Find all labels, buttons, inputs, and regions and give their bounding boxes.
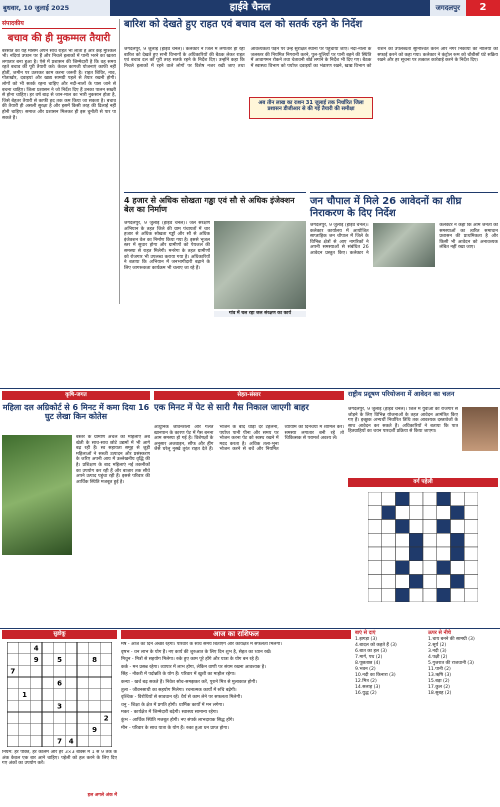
- person-photo: [462, 407, 498, 451]
- across-clue: 1.झगड़ा (3): [355, 637, 378, 642]
- crossword-cell: [409, 506, 423, 520]
- crossword-cell: [409, 520, 423, 534]
- across-clues: [355, 637, 425, 697]
- down-title: ऊपर से नीचे: [428, 630, 451, 636]
- horoscope-item: वृश्चिक - विरोधियों से सावधान रहें। धैर्य से काम लेने पर सफलता मिलेगी।: [121, 695, 242, 701]
- crossword-cell: [396, 506, 410, 520]
- crossword-cell: [382, 520, 396, 534]
- section-divider: [0, 388, 500, 389]
- crossword-cell: [382, 533, 396, 547]
- conservation-story: [124, 192, 306, 387]
- crossword-cell: [451, 547, 465, 561]
- sudoku-hint: हल अगले अंक में: [87, 793, 117, 798]
- issue-date: बुधवार, 10 जुलाई 2025: [0, 0, 110, 16]
- editorial: [2, 19, 120, 304]
- horoscope-item: तुला - जीवनसाथी का सहयोग मिलेगा। रचनात्मक कार्यों में रुचि बढ़ेगी।: [121, 687, 237, 693]
- sudoku-cell: [65, 677, 77, 689]
- crossword-cell: [464, 588, 478, 602]
- conservation-photo: [214, 221, 306, 309]
- editorial-body: बरसात का यह मौसम अपने साथ राहत भी लाता है और कई मुश्किलें भी। नदियां उफान पर हैं और निचले इलाकों में पानी भरने का खतरा लगातार बना हुआ है। ऐसे में प्रशासन की जिम्मेदारी है कि वह समय रहते बचाव की पूरी तैयारी करे। केवल कागजी योजनाएं काफी नहीं होतीं, जमीन पर उतरकर काम करना जरूरी है। राहत शिविर, नाव, गोताखोर, दवाइयां और खाद्य सामग्री पहले से तैयार रखनी होगी। लोगों को भी सतर्क रहना चाहिए और नदी-नालों के पास जाने से बचना चाहिए। जिला प्रशासन ने जो निर्देश दिए हैं उनका पालन सख्ती से होना चाहिए। हर वर्ष बाढ़ से जान-माल का भारी नुकसान होता है, जिसे बेहतर तैयारी से काफी हद तक कम किया जा सकता है। बचाव की तैयारी ही असली सुरक्षा है और इसमें किसी तरह की ढिलाई नहीं होनी चाहिए। समाज और प्रशासन मिलकर ही इस चुनौती से पार पा सकते हैं।: [2, 48, 116, 121]
- crossword-cell: [451, 520, 465, 534]
- sudoku-cell: [100, 689, 112, 701]
- horoscope-panel: [121, 630, 351, 805]
- agri-story: [2, 391, 150, 626]
- sudoku-cell: [19, 700, 31, 712]
- across-clue: 6.बात का हल (3): [355, 649, 387, 654]
- crossword-cell: [464, 492, 478, 506]
- health-body: आधुनिक जीवनशैली और गलत खानपान के कारण पेट में गैस बनना आम समस्या हो गई है। विशेषज्ञों के अनुसार अजवाइन, सौंफ और हींग जैसे घरेलू नुस्खे तुरंत राहत देते हैं। भोजन के बाद थोड़ी देर टहलना, पर्याप्त पानी पीना और समय पर भोजन करना पेट को स्वस्थ रखने में मदद करता है। अधिक तला-भुना भोजन करने से बचें और नियमित व्यायाम को दिनचर्या में शामिल करें। समस्या लगातार बनी रहे तो चिकित्सक से परामर्श अवश्य लें।: [154, 425, 344, 453]
- across-clue: 10.नदी का किनारा (3): [355, 673, 396, 678]
- masthead: [0, 0, 500, 16]
- crossword-cell: [368, 520, 382, 534]
- sudoku-cell: [89, 642, 101, 654]
- sudoku-cell: [65, 642, 77, 654]
- sudoku-cell: [42, 654, 54, 666]
- sudoku-cell: [30, 665, 42, 677]
- page-number: 2: [466, 0, 500, 16]
- sudoku-cell: [77, 712, 89, 724]
- crossword-cell: [451, 561, 465, 575]
- sudoku-cell: [89, 700, 101, 712]
- crossword-cell: [409, 547, 423, 561]
- crossword-cell: [464, 547, 478, 561]
- sudoku-digit: 5: [57, 656, 62, 665]
- crossword-cell: [437, 520, 451, 534]
- sudoku-cell: [100, 724, 112, 736]
- sudoku-cell: [100, 654, 112, 666]
- sudoku-cell: [100, 642, 112, 654]
- across-clue: 12.मित्र (2): [355, 679, 377, 684]
- sudoku-cell: [77, 665, 89, 677]
- crossword-cell: [368, 588, 382, 602]
- horoscope-item: सिंह - नौकरी में पदोन्नति के योग हैं। परिवार में खुशी का माहौल रहेगा।: [121, 672, 236, 678]
- sudoku-cell: [54, 642, 66, 654]
- sudoku-digit: 3: [57, 702, 62, 711]
- sudoku-cell: [77, 654, 89, 666]
- crossword-cell: [437, 492, 451, 506]
- crossword-cell: [451, 492, 465, 506]
- conservation-caption: गांव में चल रहा जल संरक्षण का कार्य: [214, 311, 306, 317]
- sudoku-cell: [19, 642, 31, 654]
- sudoku-cell: [89, 677, 101, 689]
- sudoku-cell: [54, 665, 66, 677]
- sudoku-cell: [19, 712, 31, 724]
- down-clue: 2.सूर्य (2): [428, 643, 447, 648]
- sudoku-cell: [19, 654, 31, 666]
- crossword-cell: [437, 533, 451, 547]
- jan-body: जगदलपुर, 9 जुलाई (हाईवे चैनल)। कलेक्टर कार्यालय में आयोजित साप्ताहिक जन चौपाल में जिले के विभिन्न क्षेत्रों से आए नागरिकों ने अपनी समस्याओं से संबंधित 26 आवेदन प्रस्तुत किए। कलेक्टर ने कलेक्टर ने कहा कि आम जनता की समस्याओं का त्वरित समाधान प्रशासन की प्राथमिकता है और किसी भी आवेदन को अनावश्यक लंबित नहीं रखा जाए।: [310, 223, 498, 256]
- down-clue: 11.पानी (2): [428, 667, 451, 672]
- sudoku-cell: [7, 724, 19, 736]
- horoscope-item: कुंभ - आर्थिक स्थिति मजबूत होगी। नए संपर्क लाभदायक सिद्ध होंगे।: [121, 717, 235, 723]
- sudoku-cell: [30, 677, 42, 689]
- sudoku-cell: [89, 665, 101, 677]
- sudoku-cell: [65, 654, 77, 666]
- sudoku-cell: [77, 642, 89, 654]
- horoscope-item: कर्क - मन प्रसन्न रहेगा। व्यापार में लाभ होगा, लेकिन वाणी पर संयम रखना आवश्यक है।: [121, 664, 266, 670]
- agri-body: बस्तर के ग्रामीण अंचल की महिलाएं अब खेती के साथ-साथ छोटे उद्यमों में भी आगे बढ़ रही हैं। स्व सहायता समूह से जुड़ी महिलाओं ने सब्जी उत्पादन और प्रसंस्करण के जरिए अपनी आय में उल्लेखनीय वृद्धि की है। प्रशिक्षण के बाद महिलाएं नई तकनीकों का उपयोग कर रही हैं और बाजार तक सीधे अपने उत्पाद पहुंचा रही हैं। इससे परिवार की आर्थिक स्थिति मजबूत हुई है।: [76, 435, 150, 485]
- sudoku-cell: [77, 689, 89, 701]
- lead-box-text: अब तीन लाख का राशन 31 जुलाई तक निर्धारित जिला प्रशासन डीजीआर से की गई तैयारी की समीक्षा: [258, 100, 364, 112]
- sudoku-cell: [89, 735, 101, 747]
- sudoku-cell: [42, 642, 54, 654]
- horoscope-item: मिथुन - मित्रों से सहयोग मिलेगा। रुके हुए काम पूरे होंगे और यात्रा के योग बन रहे हैं।: [121, 657, 260, 663]
- sudoku-cell: [30, 712, 42, 724]
- crossword-cell: [409, 533, 423, 547]
- crossword-cell: [451, 533, 465, 547]
- crossword-cell: [423, 561, 437, 575]
- lead-body: जगदलपुर, 9 जुलाई (हाईवे चैनल)। कलेक्टर ने जिले में लगातार हो रही बारिश को देखते हुए सभी विभागों के अधिकारियों की बैठक लेकर राहत एवं बचाव दल को पूरी तरह सतर्क रहने के निर्देश दिए। उन्होंने कहा कि निचले इलाकों में रहने वाले लोगों पर विशेष नजर रखी जाए तथा आवश्यकता पड़ने पर उन्हें सुरक्षित स्थानों पर पहुंचाया जाए। नदी-नालों के जलस्तर की नियमित निगरानी करने, पुल-पुलियों पर पानी बहने की स्थिति में आवागमन रोकने तथा चेतावनी बोर्ड लगाने के निर्देश भी दिए गए। बैठक में स्वास्थ्य विभाग को पर्याप्त दवाइयों का भंडारण रखने, खाद्य विभाग को राशन की उपलब्धता सुनिश्चित करने और नगर निकायों को नालियों की सफाई करने को कहा गया। कलेक्टर ने कंट्रोल रूम को चौबीसों घंटे सक्रिय रखने और हर सूचना पर तत्काल कार्रवाई करने के निर्देश दिए।: [124, 47, 498, 69]
- horoscope-item: वृषभ - धन लाभ के योग हैं। नए कार्य की शुरुआत के लिए दिन शुभ है, सेहत का ध्यान रखें।: [121, 649, 272, 655]
- sudoku-cell: [30, 689, 42, 701]
- sudoku-cell: [65, 724, 77, 736]
- sudoku-cell: [77, 700, 89, 712]
- agri-kicker: कृषि-जगत: [2, 391, 150, 400]
- sudoku-cell: [65, 689, 77, 701]
- sudoku-cell: [7, 689, 19, 701]
- crossword-cell: [464, 561, 478, 575]
- across-clue: 7.मार्ग, पथ (2): [355, 655, 383, 660]
- crossword-cell: [437, 506, 451, 520]
- down-clue: 4.पक्षी (2): [428, 655, 448, 660]
- crossword-cell: [423, 520, 437, 534]
- sudoku-cell: [42, 712, 54, 724]
- crossword-cell: [451, 575, 465, 589]
- crossword-clues: [355, 630, 498, 805]
- sudoku-digit: 4: [68, 737, 74, 746]
- crossword-cell: [368, 575, 382, 589]
- jan-chaupal-story: [310, 192, 498, 387]
- crossword-grid: [368, 492, 478, 602]
- crossword-cell: [423, 547, 437, 561]
- sudoku-cell: [30, 735, 42, 747]
- sudoku-cell: [77, 735, 89, 747]
- lead-story: [124, 19, 498, 189]
- lead-headline: बारिश को देखते हुए राहत एवं बचाव दल को सतर्क रहने के निर्देश: [124, 19, 363, 30]
- crossword-cell: [368, 561, 382, 575]
- section-divider: [0, 628, 500, 629]
- sudoku-cell: [89, 689, 101, 701]
- sudoku-digit: 7: [57, 737, 62, 746]
- crossword-cell: [396, 533, 410, 547]
- conservation-headline: 4 हजार से अधिक सोखता गड्ढा एवं सौ से अधिक इंजेक्शन बेल का निर्माण: [124, 196, 295, 215]
- crossword-cell: [368, 547, 382, 561]
- crossword-cell: [368, 506, 382, 520]
- jan-photo: [373, 223, 435, 267]
- crossword-cell: [368, 533, 382, 547]
- sudoku-cell: [30, 724, 42, 736]
- sudoku-cell: [100, 700, 112, 712]
- crossword-cell: [382, 547, 396, 561]
- crossword-cell: [464, 520, 478, 534]
- sudoku-cell: [42, 689, 54, 701]
- sudoku-digit: 9: [92, 726, 97, 735]
- across-clue: 14.सलाह (3): [355, 685, 381, 690]
- horoscope-title: आज का राशिफल: [121, 630, 351, 639]
- agri-headline: महिला दल अग्रिकोर्ट से 6 मिनट में कमा दिया 16 घुट लेखा किन कोतेस: [2, 403, 150, 422]
- down-clue: 15.बड़ा (2): [428, 679, 450, 684]
- sudoku-cell: [42, 700, 54, 712]
- across-clue: 16.युद्ध (2): [355, 691, 377, 696]
- sudoku-cell: [65, 712, 77, 724]
- sudoku-cell: [19, 724, 31, 736]
- crossword-cell: [437, 561, 451, 575]
- down-clue: 1.चाय बनने की सामग्री (3): [428, 637, 475, 642]
- sudoku-digit: 7: [10, 667, 16, 676]
- crossword-cell: [368, 492, 382, 506]
- sudoku-cell: [19, 735, 31, 747]
- crossword-cell: [409, 588, 423, 602]
- sudoku-cell: [42, 665, 54, 677]
- crossword-cell: [437, 588, 451, 602]
- down-clues: [428, 637, 498, 697]
- editorial-headline: बचाव की ही मुकम्मल तैयारी: [7, 33, 111, 44]
- sudoku-digit: 8: [92, 656, 97, 665]
- sudoku-cell: [7, 677, 19, 689]
- sudoku-digit: 9: [33, 656, 39, 665]
- scheme-story: [348, 391, 498, 476]
- health-story: [154, 391, 344, 626]
- horoscope-item: कन्या - खर्च बढ़ सकते हैं। निवेश सोच-समझकर करें, पुराने मित्र से मुलाकात होगी।: [121, 679, 257, 685]
- sudoku-cell: [54, 712, 66, 724]
- health-kicker: सेहत-संसार: [154, 391, 344, 400]
- crossword-cell: [396, 547, 410, 561]
- crossword-cell: [382, 561, 396, 575]
- crossword-cell: [451, 506, 465, 520]
- sudoku-digit: 6: [57, 679, 62, 688]
- health-headline: एक मिनट में पेट से सारी गैस निकाल जाएगी बाहर: [154, 403, 309, 413]
- sudoku-grid: [7, 642, 112, 747]
- editorial-kicker: संपादकीय: [2, 19, 116, 29]
- scheme-headline: राष्ट्रीय प्रदूषण परियोजना में आवेदन का चलन: [348, 390, 455, 398]
- crossword-panel: [348, 478, 498, 626]
- crossword-cell: [423, 575, 437, 589]
- horoscope-item: धनु - शिक्षा के क्षेत्र में प्रगति होगी। धार्मिक कार्यों में मन लगेगा।: [121, 702, 224, 708]
- sudoku-cell: [19, 665, 31, 677]
- sudoku-cell: [100, 665, 112, 677]
- sudoku-digit: 2: [103, 714, 109, 723]
- crossword-cell: [409, 492, 423, 506]
- crossword-cell: [396, 575, 410, 589]
- sudoku-cell: [42, 724, 54, 736]
- crossword-cell: [409, 575, 423, 589]
- crossword-cell: [396, 492, 410, 506]
- sudoku-cell: [7, 654, 19, 666]
- crossword-cell: [409, 561, 423, 575]
- crossword-cell: [396, 520, 410, 534]
- horoscope-item: मेष - आज का दिन अच्छा रहेगा। परिवार के साथ समय बिताएंगे और कार्यक्षेत्र में सफलता मिलेगी।: [121, 642, 282, 647]
- down-clue: 3.नदी (3): [428, 649, 447, 654]
- conservation-body: जगदलपुर, 9 जुलाई (हाईवे चैनल)। जल संरक्षण अभियान के तहत जिले की ग्राम पंचायतों में चार हजार से अधिक सोखता गड्ढों और सौ से अधिक इंजेक्शन वेल का निर्माण किया गया है। इससे भूजल स्तर में सुधार होगा और ग्रामीणों को पेयजल की समस्या से राहत मिलेगी। मनरेगा के तहत ग्रामीणों को रोजगार भी उपलब्ध कराया गया है। अधिकारियों ने बताया कि अभियान में जनभागीदारी बढ़ाने के लिए जागरूकता कार्यक्रम भी चलाए जा रहे हैं।: [124, 221, 210, 271]
- sudoku-cell: [7, 735, 19, 747]
- across-clue: 4.बादल को कहते हैं (3): [355, 643, 397, 648]
- down-clue: 5.गुजरात की राजधानी (3): [428, 661, 474, 666]
- edition-city: जगदलपुर: [430, 0, 466, 16]
- crossword-cell: [396, 561, 410, 575]
- newspaper-brand: हाईवे चैनल: [229, 2, 271, 13]
- lead-highlight-box: [249, 97, 373, 119]
- sudoku-cell: [77, 677, 89, 689]
- crossword-cell: [423, 492, 437, 506]
- sudoku-cell: [100, 677, 112, 689]
- across-clue: 9.भवन (2): [355, 667, 376, 672]
- across-clue: 8.पूछताछ (4): [355, 661, 381, 666]
- crossword-cell: [382, 492, 396, 506]
- crossword-cell: [382, 506, 396, 520]
- crossword-cell: [464, 575, 478, 589]
- sudoku-digit: 1: [22, 691, 27, 700]
- sudoku-rules: नियम: हर पंक्ति, हर कॉलम और हर 3×3 बॉक्स में 1 से 9 तक के अंक केवल एक बार आने चाहिए। पहेली को हल करने के लिए दिए गए अंकों का उपयोग करें।: [2, 750, 117, 767]
- sudoku-cell: [7, 700, 19, 712]
- sudoku-cell: [65, 665, 77, 677]
- horoscope-list: [121, 642, 351, 804]
- sudoku-panel: [2, 630, 117, 805]
- crossword-cell: [382, 575, 396, 589]
- jan-headline: जन चौपाल में मिले 26 आवेदनों का शीघ्र निराकरण के दिए निर्देश: [310, 196, 462, 219]
- sudoku-digit: 4: [33, 644, 39, 653]
- horoscope-item: मीन - परिवार के साथ यात्रा के योग हैं। रुका हुआ धन प्राप्त होगा।: [121, 725, 229, 731]
- crossword-cell: [437, 575, 451, 589]
- crossword-cell: [423, 588, 437, 602]
- across-title: बाएं से दाएं: [355, 630, 376, 636]
- crossword-cell: [423, 533, 437, 547]
- crossword-cell: [437, 547, 451, 561]
- down-clue: 17.कुल (2): [428, 685, 450, 690]
- sudoku-cell: [89, 712, 101, 724]
- crossword-cell: [451, 588, 465, 602]
- sudoku-cell: [42, 677, 54, 689]
- crossword-cell: [382, 588, 396, 602]
- sudoku-cell: [77, 724, 89, 736]
- sudoku-cell: [54, 724, 66, 736]
- down-clue: 13.ऋषि (3): [428, 673, 452, 678]
- horoscope-item: मकर - कार्यक्षेत्र में जिम्मेदारी बढ़ेगी। स्वास्थ्य सामान्य रहेगा।: [121, 710, 219, 716]
- crossword-cell: [464, 506, 478, 520]
- sudoku-title: सुडोकू: [2, 630, 117, 639]
- sudoku-cell: [7, 642, 19, 654]
- sudoku-cell: [7, 712, 19, 724]
- crossword-title: वर्ग पहेली: [348, 478, 498, 487]
- sudoku-cell: [30, 700, 42, 712]
- sudoku-cell: [19, 677, 31, 689]
- agri-photo: [2, 435, 72, 555]
- crossword-cell: [423, 506, 437, 520]
- down-clue: 18.सुबह (2): [428, 691, 452, 696]
- sudoku-cell: [42, 735, 54, 747]
- sudoku-cell: [54, 689, 66, 701]
- crossword-cell: [396, 588, 410, 602]
- crossword-cell: [464, 533, 478, 547]
- scheme-body: जगदलपुर, 9 जुलाई (हाईवे चैनल)। जिले में युवाओं को रोजगार से जोड़ने के लिए विभिन्न योजनाओं के तहत आवेदन आमंत्रित किए गए हैं। इच्छुक अभ्यर्थी निर्धारित तिथि तक आवश्यक दस्तावेजों के साथ आवेदन कर सकते हैं। अधिकारियों ने बताया कि पात्र हितग्राहियों का चयन पारदर्शी प्रक्रिया से किया जाएगा।: [348, 407, 458, 435]
- sudoku-cell: [65, 700, 77, 712]
